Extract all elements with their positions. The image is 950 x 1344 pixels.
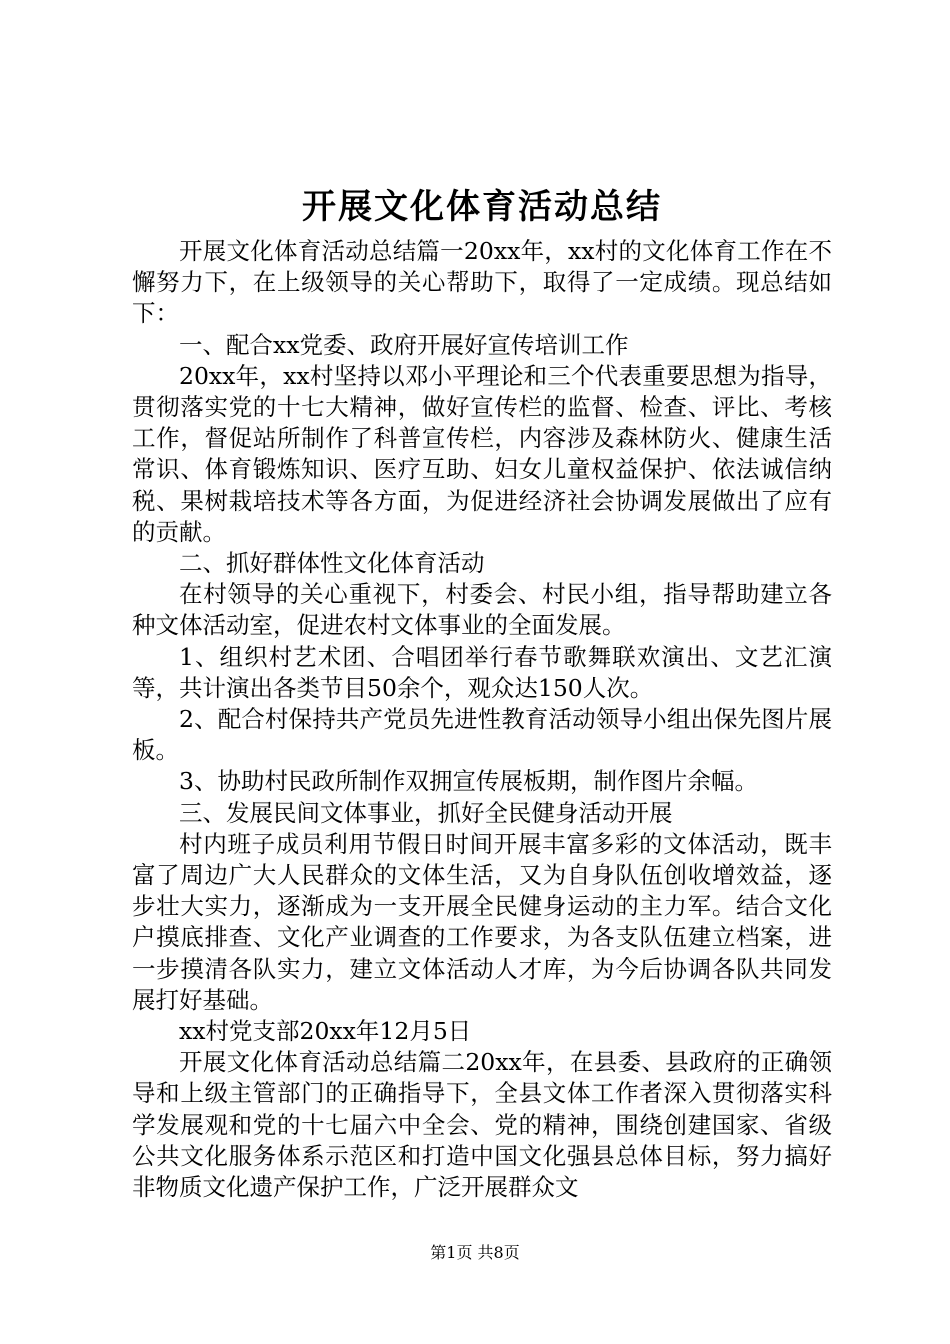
heading-section-2: 二、抓好群体性文化体育活动 bbox=[179, 549, 485, 578]
heading-section-3: 三、发展民间文体事业，抓好全民健身活动开展 bbox=[179, 798, 673, 827]
heading-section-1: 一、配合xx党委、政府开展好宣传培训工作 bbox=[179, 330, 629, 359]
document-page bbox=[132, 182, 832, 1203]
paragraph-section-1: 20xx年，xx村坚持以邓小平理论和三个代表重要思想为指导，贯彻落实党的十七大精神，做好宣传栏的监督、检查、评比、考核工作，督促站所制作了科普宣传栏，内容涉及森林防火、健康生活常识、体育锻炼知识、医疗互助、妇女儿童权益保护、依法诚信纳税、果树栽培技术等各方面，为促进经济社会协调发展做出了应有的贡献。 bbox=[132, 361, 832, 546]
list-item-3: 3、协助村民政所制作双拥宣传展板期，制作图片余幅。 bbox=[179, 767, 758, 796]
page-footer: 第1页 共8页 bbox=[430, 1243, 520, 1262]
paragraph-intro-2: 开展文化体育活动总结篇二20xx年，在县委、县政府的正确领导和上级主管部门的正确指导下，全县文体工作者深入贯彻落实科学发展观和党的十七届六中全会、党的精神，围绕创建国家、省级公共文化服务体系示范区和打造中国文化强县总体目标，努力搞好非物质文化遗产保护工作，广泛开展群众文 bbox=[132, 1048, 832, 1202]
paragraph-section-3: 村内班子成员利用节假日时间开展丰富多彩的文体活动，既丰富了周边广大人民群众的文体生活，又为自身队伍创收增效益，逐步壮大实力，逐渐成为一支开展全民健身运动的主力军。结合文化户摸底排查、文化产业调查的工作要求，为各支队伍建立档案，进一步摸清各队实力，建立文体活动人才库，为今后协调各队共同发展打好基础。 bbox=[132, 829, 832, 1014]
paragraph-intro-1: 开展文化体育活动总结篇一20xx年，xx村的文化体育工作在不懈努力下，在上级领导的关心帮助下，取得了一定成绩。现总结如下： bbox=[132, 237, 832, 328]
document-title: 开展文化体育活动总结 bbox=[302, 187, 662, 227]
list-item-1: 1、组织村艺术团、合唱团举行春节歌舞联欢演出、文艺汇演等，共计演出各类节目50余个，观众达150人次。 bbox=[132, 642, 832, 702]
paragraph-section-2: 在村领导的关心重视下，村委会、村民小组，指导帮助建立各种文体活动室，促进农村文体事业的全面发展。 bbox=[132, 580, 832, 640]
signature-line: xx村党支部20xx年12月5日 bbox=[179, 1017, 472, 1046]
list-item-2: 2、配合村保持共产党员先进性教育活动领导小组出保先图片展板。 bbox=[132, 705, 832, 765]
document-body bbox=[132, 236, 832, 1203]
